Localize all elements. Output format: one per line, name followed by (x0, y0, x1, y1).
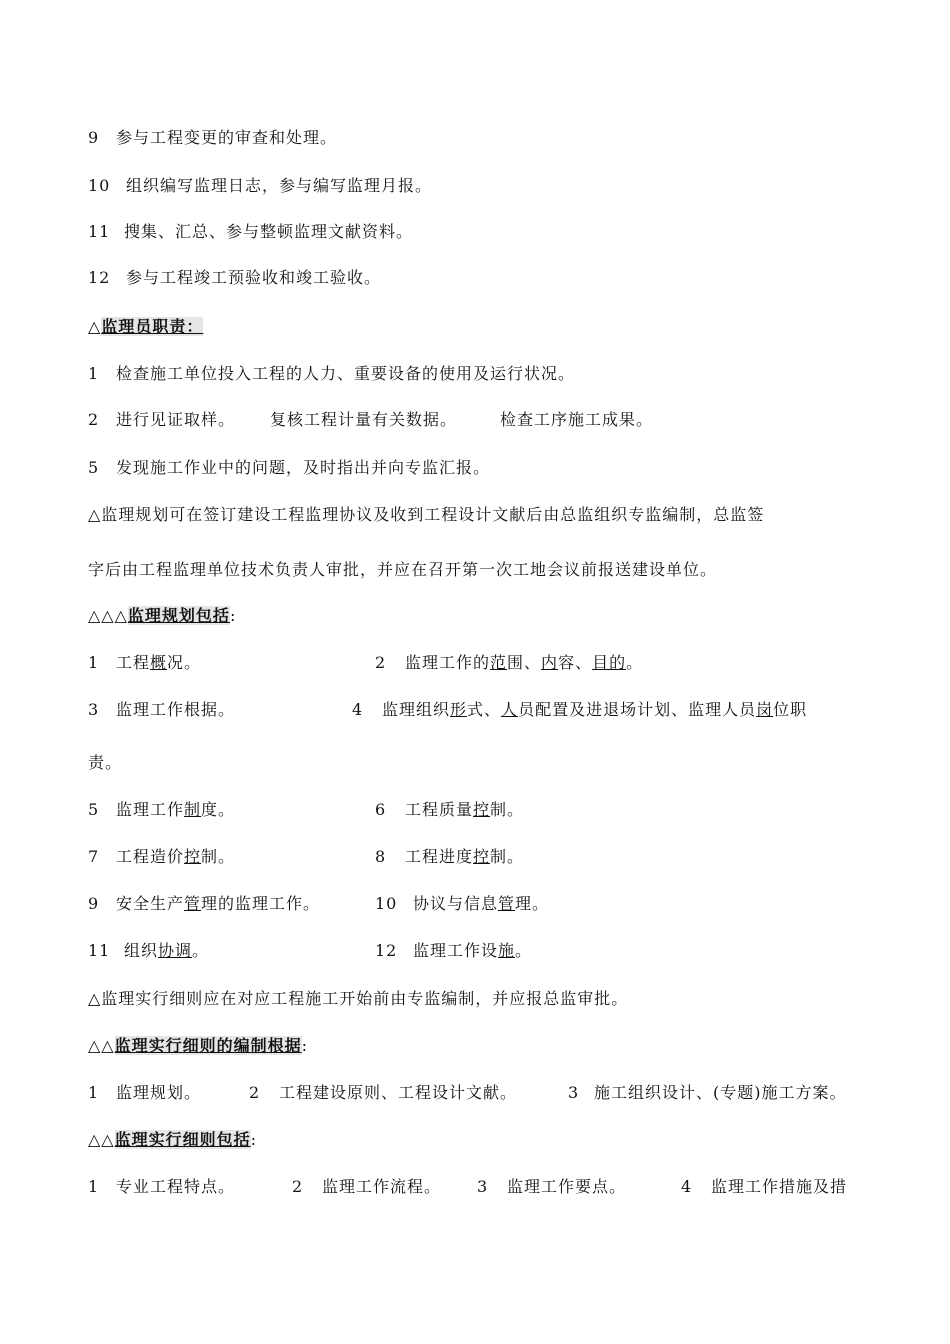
item-text-2: 复核工程计量有关数据。 (270, 410, 458, 429)
item-number: 11 (88, 222, 111, 241)
list-item (88, 268, 381, 288)
list-item-continuation: 责。 (88, 753, 123, 772)
triangle-marker-icon: △△ (88, 1130, 115, 1149)
item-number: 10 (88, 176, 111, 195)
list-item (88, 364, 575, 384)
section-title: 监理实行细则包括 (114, 1130, 251, 1149)
list-item: 10 协议与信息管理。 (375, 894, 550, 913)
list-item: 9 安全生产管理的监理工作。 (88, 894, 321, 913)
list-item: 4 监理组织形式、人员配置及进退场计划、监理人员岗位职 (352, 700, 808, 719)
triangle-marker-icon: △△△ (88, 606, 128, 625)
list-item (88, 458, 490, 478)
list-item: 2 监理工作的范围、内容、目的。 (375, 653, 644, 672)
item-number: 12 (88, 268, 111, 287)
list-item: 3 监理工作要点。 (477, 1177, 627, 1196)
section-heading-plan-contents: △△△监理规划包括: (88, 606, 237, 625)
list-item: 11 组织协调。 (88, 941, 210, 960)
item-text: 参与工程变更的审查和处理。 (116, 128, 338, 147)
list-item: 4 监理工作措施及措 (681, 1177, 848, 1196)
section-heading-detail-contents: △△监理实行细则包括: (88, 1130, 258, 1149)
list-item (88, 176, 432, 196)
paragraph-line: 字后由工程监理单位技术负责人审批，并应在召开第一次工地会议前报送建设单位。 (88, 560, 718, 579)
item-text: 参与工程竣工预验收和竣工验收。 (126, 268, 382, 287)
item-text: 搜集、汇总、参与整顿监理文献资料。 (124, 222, 414, 241)
list-item: 2 工程建设原则、工程设计文献。 (249, 1083, 518, 1102)
item-text: 组织编写监理日志，参与编写监理月报。 (126, 176, 433, 195)
paragraph-line: △监理规划可在签订建设工程监理协议及收到工程设计文献后由总监组织专监编制，总监签 (88, 505, 765, 524)
item-number: 5 (88, 458, 100, 477)
triangle-marker-icon: △ (88, 317, 102, 336)
list-item: 5 监理工作制度。 (88, 800, 236, 819)
list-item: 1 专业工程特点。 (88, 1177, 236, 1196)
list-item (88, 410, 235, 430)
list-item: 1 监理规划。 (88, 1083, 202, 1102)
item-text: 进行见证取样。 (116, 410, 236, 429)
section-title: 监理规划包括 (127, 606, 230, 625)
list-item: 7 工程造价控制。 (88, 847, 236, 866)
list-item: 2 监理工作流程。 (292, 1177, 442, 1196)
triangle-marker-icon: △△ (88, 1036, 115, 1055)
list-item (88, 128, 337, 148)
list-item: 6 工程质量控制。 (375, 800, 525, 819)
list-item: 1 工程概况。 (88, 653, 202, 672)
list-item: 12 监理工作设施。 (375, 941, 533, 960)
list-item: 3 施工组织设计、(专题)施工方案。 (568, 1083, 847, 1102)
section-heading-supervisor-duties (88, 317, 203, 337)
list-item: 8 工程进度控制。 (375, 847, 525, 866)
list-item (88, 222, 413, 242)
item-text-3: 检查工序施工成果。 (500, 410, 654, 429)
section-title: 监理实行细则的编制根据 (114, 1036, 302, 1055)
section-title: 监理员职责： (101, 317, 204, 336)
item-number: 1 (88, 364, 100, 383)
list-item: 3 监理工作根据。 (88, 700, 236, 719)
paragraph-line: △监理实行细则应在对应工程施工开始前由专监编制，并应报总监审批。 (88, 989, 629, 1008)
item-number: 9 (88, 128, 100, 147)
item-text: 检查施工单位投入工程的人力、重要设备的使用及运行状况。 (116, 364, 576, 383)
item-text: 发现施工作业中的问题，及时指出并向专监汇报。 (116, 458, 491, 477)
section-heading-detail-basis: △△监理实行细则的编制根据: (88, 1036, 309, 1055)
item-number: 2 (88, 410, 100, 429)
